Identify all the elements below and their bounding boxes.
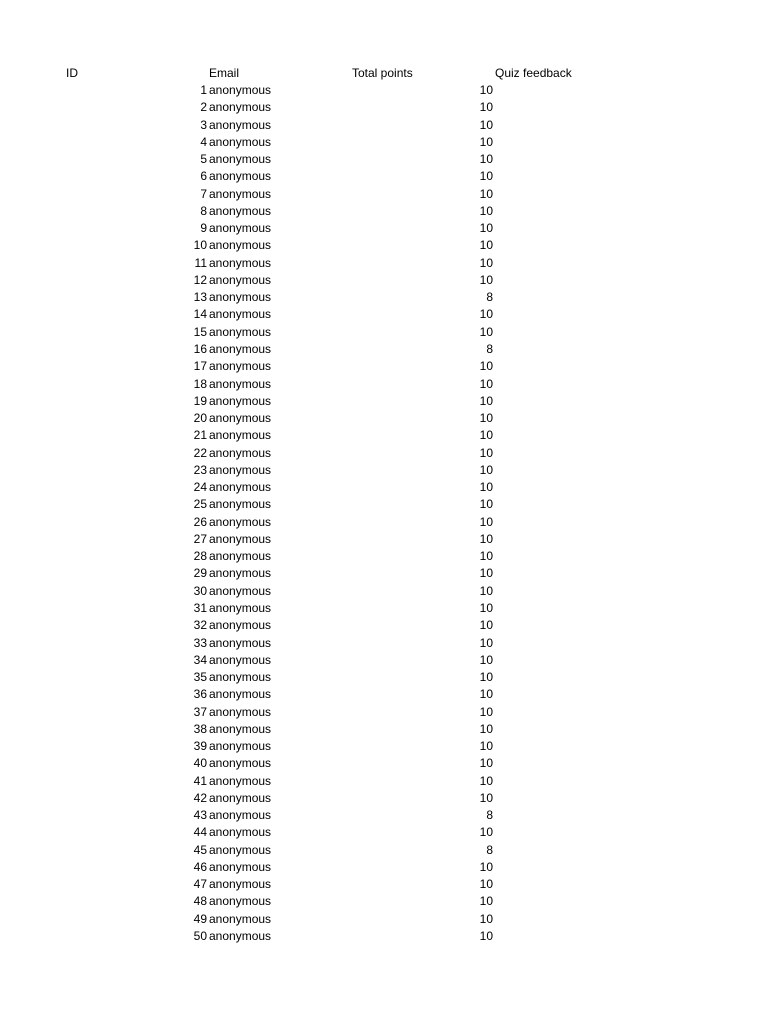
cell-id: 37 xyxy=(193,704,207,719)
cell-email: anonymous xyxy=(209,411,272,426)
cell-total-points: 10 xyxy=(479,307,493,322)
cell-id: 25 xyxy=(193,497,207,512)
cell-total-points: 10 xyxy=(479,531,493,546)
cell-total-points: 10 xyxy=(479,445,493,460)
cell-id: 33 xyxy=(193,635,207,650)
cell-email: anonymous xyxy=(209,428,272,443)
cell-email: anonymous xyxy=(209,790,272,805)
cell-total-points: 10 xyxy=(479,376,493,391)
table-row xyxy=(0,755,768,772)
cell-id: 29 xyxy=(193,566,207,581)
table-row xyxy=(0,99,768,116)
cell-id: 42 xyxy=(193,790,207,805)
cell-total-points: 10 xyxy=(479,411,493,426)
cell-email: anonymous xyxy=(209,117,272,132)
table-row xyxy=(0,479,768,496)
cell-total-points: 10 xyxy=(479,635,493,650)
cell-email: anonymous xyxy=(209,721,272,736)
cell-email: anonymous xyxy=(209,600,272,615)
table-row xyxy=(0,583,768,600)
cell-total-points: 10 xyxy=(479,859,493,874)
cell-total-points: 10 xyxy=(479,566,493,581)
cell-total-points: 10 xyxy=(479,393,493,408)
table-row xyxy=(0,151,768,168)
table-row xyxy=(0,893,768,910)
cell-id: 44 xyxy=(193,825,207,840)
cell-id: 22 xyxy=(193,445,207,460)
cell-id: 36 xyxy=(193,687,207,702)
table-row xyxy=(0,341,768,358)
table-row xyxy=(0,255,768,272)
cell-id: 39 xyxy=(193,739,207,754)
cell-total-points: 10 xyxy=(479,929,493,944)
table-row xyxy=(0,842,768,859)
cell-total-points: 10 xyxy=(479,652,493,667)
cell-total-points: 10 xyxy=(479,911,493,926)
cell-email: anonymous xyxy=(209,359,272,374)
cell-id: 43 xyxy=(193,808,207,823)
table-row xyxy=(0,82,768,99)
cell-email: anonymous xyxy=(209,324,272,339)
table-row xyxy=(0,289,768,306)
cell-email: anonymous xyxy=(209,393,272,408)
cell-email: anonymous xyxy=(209,911,272,926)
cell-total-points: 10 xyxy=(479,739,493,754)
cell-total-points: 10 xyxy=(479,169,493,184)
cell-total-points: 10 xyxy=(479,618,493,633)
cell-total-points: 10 xyxy=(479,825,493,840)
cell-id: 48 xyxy=(193,894,207,909)
cell-total-points: 10 xyxy=(479,670,493,685)
table-row xyxy=(0,773,768,790)
cell-id: 49 xyxy=(193,911,207,926)
cell-id: 30 xyxy=(193,583,207,598)
cell-id: 26 xyxy=(193,514,207,529)
table-row xyxy=(0,635,768,652)
table-row xyxy=(0,393,768,410)
cell-id: 20 xyxy=(193,411,207,426)
cell-id: 31 xyxy=(193,600,207,615)
table-row xyxy=(0,669,768,686)
cell-email: anonymous xyxy=(209,825,272,840)
table-row xyxy=(0,617,768,634)
table-row xyxy=(0,721,768,738)
cell-email: anonymous xyxy=(209,704,272,719)
cell-id: 47 xyxy=(193,877,207,892)
cell-email: anonymous xyxy=(209,773,272,788)
cell-email: anonymous xyxy=(209,618,272,633)
cell-total-points: 10 xyxy=(479,514,493,529)
cell-total-points: 10 xyxy=(479,152,493,167)
cell-total-points: 10 xyxy=(479,756,493,771)
table-row xyxy=(0,531,768,548)
cell-id: 5 xyxy=(200,152,207,167)
cell-id: 11 xyxy=(194,255,207,270)
cell-id: 50 xyxy=(193,929,207,944)
cell-id: 45 xyxy=(193,842,207,857)
cell-total-points: 10 xyxy=(479,773,493,788)
cell-total-points: 10 xyxy=(479,272,493,287)
cell-id: 35 xyxy=(193,670,207,685)
table-body xyxy=(0,82,768,945)
cell-total-points: 10 xyxy=(479,877,493,892)
cell-total-points: 10 xyxy=(479,497,493,512)
cell-id: 8 xyxy=(200,203,207,218)
cell-total-points: 10 xyxy=(479,134,493,149)
table-row xyxy=(0,376,768,393)
cell-email: anonymous xyxy=(209,186,272,201)
table-row xyxy=(0,876,768,893)
table-row xyxy=(0,220,768,237)
table-row xyxy=(0,427,768,444)
cell-id: 17 xyxy=(193,359,207,374)
cell-id: 41 xyxy=(193,773,207,788)
cell-email: anonymous xyxy=(209,203,272,218)
cell-email: anonymous xyxy=(209,549,272,564)
table-row xyxy=(0,928,768,945)
table-row xyxy=(0,686,768,703)
cell-email: anonymous xyxy=(209,272,272,287)
cell-total-points: 10 xyxy=(479,480,493,495)
cell-id: 24 xyxy=(193,480,207,495)
cell-email: anonymous xyxy=(209,376,272,391)
cell-total-points: 10 xyxy=(479,462,493,477)
table-row xyxy=(0,790,768,807)
cell-id: 46 xyxy=(193,859,207,874)
table-row xyxy=(0,445,768,462)
cell-email: anonymous xyxy=(209,739,272,754)
cell-id: 7 xyxy=(200,186,207,201)
cell-id: 19 xyxy=(193,393,207,408)
cell-total-points: 10 xyxy=(479,600,493,615)
cell-email: anonymous xyxy=(209,566,272,581)
cell-email: anonymous xyxy=(209,635,272,650)
cell-email: anonymous xyxy=(209,687,272,702)
cell-total-points: 10 xyxy=(479,238,493,253)
cell-total-points: 8 xyxy=(486,808,493,823)
cell-email: anonymous xyxy=(209,756,272,771)
table-row xyxy=(0,237,768,254)
cell-total-points: 10 xyxy=(479,428,493,443)
cell-total-points: 10 xyxy=(479,117,493,132)
cell-total-points: 10 xyxy=(479,687,493,702)
cell-email: anonymous xyxy=(209,531,272,546)
cell-email: anonymous xyxy=(209,497,272,512)
cell-total-points: 10 xyxy=(479,221,493,236)
cell-id: 27 xyxy=(193,531,207,546)
cell-total-points: 10 xyxy=(479,790,493,805)
cell-total-points: 10 xyxy=(479,255,493,270)
table-row xyxy=(0,600,768,617)
cell-email: anonymous xyxy=(209,83,272,97)
table-row xyxy=(0,807,768,824)
cell-email: anonymous xyxy=(209,462,272,477)
cell-total-points: 10 xyxy=(479,894,493,909)
header-quiz-feedback: Quiz feedback xyxy=(495,66,572,80)
cell-id: 12 xyxy=(193,272,207,287)
header-total-points: Total points xyxy=(352,66,413,80)
cell-id: 28 xyxy=(193,549,207,564)
cell-total-points: 10 xyxy=(479,549,493,564)
cell-id: 21 xyxy=(193,428,207,443)
cell-email: anonymous xyxy=(209,929,272,944)
cell-id: 1 xyxy=(200,83,207,97)
table-row xyxy=(0,652,768,669)
table-row xyxy=(0,358,768,375)
cell-email: anonymous xyxy=(209,134,272,149)
table-row xyxy=(0,168,768,185)
cell-id: 10 xyxy=(193,238,207,253)
cell-email: anonymous xyxy=(209,583,272,598)
cell-total-points: 8 xyxy=(486,290,493,305)
table-row xyxy=(0,117,768,134)
cell-email: anonymous xyxy=(209,480,272,495)
table-row xyxy=(0,324,768,341)
cell-id: 6 xyxy=(200,169,207,184)
cell-email: anonymous xyxy=(209,808,272,823)
table-row xyxy=(0,186,768,203)
cell-total-points: 10 xyxy=(479,100,493,115)
cell-email: anonymous xyxy=(209,152,272,167)
table-row xyxy=(0,548,768,565)
cell-email: anonymous xyxy=(209,290,272,305)
cell-total-points: 8 xyxy=(486,842,493,857)
cell-id: 14 xyxy=(193,307,207,322)
table-row xyxy=(0,738,768,755)
table-row xyxy=(0,462,768,479)
table-row xyxy=(0,514,768,531)
cell-email: anonymous xyxy=(209,307,272,322)
cell-email: anonymous xyxy=(209,238,272,253)
cell-email: anonymous xyxy=(209,255,272,270)
cell-id: 16 xyxy=(193,341,207,356)
cell-id: 32 xyxy=(193,618,207,633)
cell-total-points: 8 xyxy=(486,341,493,356)
table-row xyxy=(0,565,768,582)
table-header xyxy=(0,65,768,82)
cell-email: anonymous xyxy=(209,341,272,356)
header-email: Email xyxy=(209,66,240,80)
cell-email: anonymous xyxy=(209,842,272,857)
table-row xyxy=(0,306,768,323)
cell-total-points: 10 xyxy=(479,186,493,201)
table-row xyxy=(0,134,768,151)
cell-email: anonymous xyxy=(209,652,272,667)
cell-total-points: 10 xyxy=(479,583,493,598)
cell-email: anonymous xyxy=(209,670,272,685)
cell-id: 34 xyxy=(193,652,207,667)
cell-total-points: 10 xyxy=(479,721,493,736)
cell-email: anonymous xyxy=(209,514,272,529)
table-row xyxy=(0,496,768,513)
cell-id: 38 xyxy=(193,721,207,736)
cell-total-points: 10 xyxy=(479,83,493,97)
cell-id: 9 xyxy=(200,221,207,236)
table-row xyxy=(0,859,768,876)
cell-id: 4 xyxy=(200,134,207,149)
cell-total-points: 10 xyxy=(479,359,493,374)
table-row xyxy=(0,824,768,841)
cell-id: 2 xyxy=(200,100,207,115)
table-row xyxy=(0,704,768,721)
cell-email: anonymous xyxy=(209,877,272,892)
cell-id: 40 xyxy=(193,756,207,771)
cell-email: anonymous xyxy=(209,859,272,874)
cell-email: anonymous xyxy=(209,221,272,236)
cell-email: anonymous xyxy=(209,169,272,184)
cell-total-points: 10 xyxy=(479,203,493,218)
table-row xyxy=(0,911,768,928)
cell-total-points: 10 xyxy=(479,704,493,719)
cell-id: 13 xyxy=(193,290,207,305)
cell-id: 15 xyxy=(193,324,207,339)
header-id: ID xyxy=(66,66,78,80)
cell-id: 3 xyxy=(200,117,207,132)
cell-id: 18 xyxy=(193,376,207,391)
table-row xyxy=(0,272,768,289)
table-row xyxy=(0,203,768,220)
cell-email: anonymous xyxy=(209,445,272,460)
cell-id: 23 xyxy=(193,462,207,477)
cell-email: anonymous xyxy=(209,100,272,115)
table-row xyxy=(0,410,768,427)
cell-email: anonymous xyxy=(209,894,272,909)
cell-total-points: 10 xyxy=(479,324,493,339)
